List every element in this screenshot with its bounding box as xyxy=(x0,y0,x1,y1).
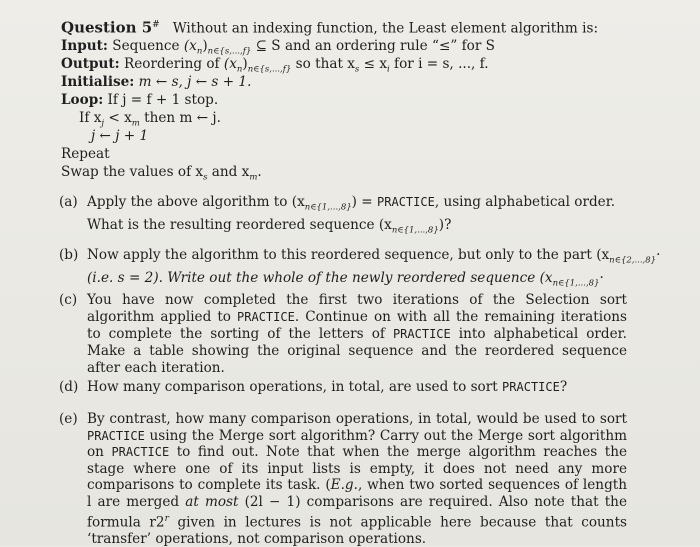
part-a-line2-range: n∈{1,...,8} xyxy=(391,225,439,236)
part-c-word1: PRACTICE xyxy=(237,310,295,324)
part-d-word: PRACTICE xyxy=(502,380,560,394)
part-a-label: (a) xyxy=(59,194,78,210)
part-e-at-most: at most xyxy=(185,493,239,510)
loop-label: Loop: xyxy=(61,92,104,108)
part-e-text-d: , when two sorted sequences of length l are merged xyxy=(87,477,627,510)
part-c-text-a: You have now completed the first two iterations of the Selection sort algorithm applied to xyxy=(87,292,627,325)
part-b-line1-b: · xyxy=(656,247,661,263)
algorithm-input: Input: Sequence $(x_n)_{n\in\{s,...,f\}}$ ⊆ S and an ordering rule “≤” for S xyxy=(61,38,495,57)
part-c-label: (c) xyxy=(59,292,78,308)
part-a-line1-range: n∈{1,...,8} xyxy=(304,202,352,213)
part-e xyxy=(59,411,659,547)
part-e-word2: PRACTICE xyxy=(111,445,170,460)
part-b xyxy=(59,247,661,289)
part-b-line1-a: Now apply the algorithm to this reordered sequence, but only to the part (x xyxy=(87,247,610,263)
question-heading xyxy=(61,16,598,38)
output-label: Output: xyxy=(61,56,120,72)
part-a-line1-b: = xyxy=(361,194,373,210)
part-b-line2-range: n∈{1,...,8} xyxy=(552,278,600,289)
question-intro: Without an indexing function, the Least element algorithm is: xyxy=(172,20,599,37)
output-sub-s: s xyxy=(354,64,360,75)
part-e-text-f: given in lectures is not applicable here because that counts ‘transfer’ operations, not comparison operations. xyxy=(87,514,628,547)
input-text-a: Sequence xyxy=(112,38,180,54)
algorithm-output: Output: Reordering of $(x_n)_{n\in\{s,...,f\}}$ so that $x_s \le x_i$ for i = s, ..., f. xyxy=(61,56,489,75)
algorithm-loop xyxy=(61,91,218,109)
part-c-text-b: . Continue on with all the remaining iterations to complete the sorting of the letters of xyxy=(87,309,627,342)
init-text: m ← s, j ← s + 1. xyxy=(138,74,252,90)
output-seq: (x xyxy=(223,56,237,72)
swap-c: . xyxy=(257,164,262,180)
input-sub: n xyxy=(196,46,203,57)
part-c xyxy=(59,292,659,376)
part-d-label: (d) xyxy=(59,379,79,395)
algorithm-increment: j ← j + 1 xyxy=(91,128,149,144)
part-c-text-c: into alphabetical order. Make a table showing the original sequence and the reordered sequence after each iteration. xyxy=(87,326,628,376)
output-sub-i: i xyxy=(387,64,390,75)
part-e-word1: PRACTICE xyxy=(87,428,145,443)
output-range: n∈{s,...,f} xyxy=(247,64,292,75)
swap-a: Swap the values of x xyxy=(61,164,204,180)
part-b-line2-b: · xyxy=(599,269,604,286)
input-range: n∈{s,...,f} xyxy=(207,46,252,57)
if-text-c: then m ← j. xyxy=(144,110,221,126)
input-seq: (x xyxy=(183,38,197,54)
part-e-text-e: (2l − 1) comparisons are required. Also note that the formula r2 xyxy=(87,493,627,531)
part-a-line1-c: , using alphabetical order. xyxy=(434,194,616,210)
question-title-mark: # xyxy=(152,20,160,30)
part-a: (a) Apply the above algorithm to $(x_{n\in\{1,...,8\}})$ = PRACTICE, using alphabetical order. What is the resulting reordered sequence $(x_{n\in\{1,...,8\}})$? xyxy=(59,194,616,236)
output-text-a: Reordering of xyxy=(124,56,220,72)
part-e-text-b: using the Merge sort algorithm? Carry out the Merge sort algorithm on xyxy=(87,427,627,461)
part-d-text-b: ? xyxy=(559,379,568,395)
loop-text: If j = f + 1 stop. xyxy=(107,92,219,108)
output-text-b: so that x xyxy=(295,56,355,72)
input-text-b: ⊆ S and an ordering rule “≤” for S xyxy=(255,38,495,54)
part-d xyxy=(59,379,659,397)
swap-b: and x xyxy=(211,164,250,180)
swap-sub-m: m xyxy=(249,172,258,183)
part-b-line2-a: (i.e. s = 2). Write out the whole of the newly reordered sequence (x xyxy=(87,269,553,286)
if-text-b: < x xyxy=(108,110,132,126)
part-e-eg: E.g. xyxy=(330,477,358,494)
part-a-line2-b: ? xyxy=(444,216,452,233)
part-a-line1-a: Apply the above algorithm to (x xyxy=(87,194,305,210)
if-sub-m: m xyxy=(131,118,140,129)
output-text-d: for i = s, ..., f. xyxy=(394,56,489,72)
part-b-line1-range: n∈{2,...,8} xyxy=(609,255,657,266)
part-a-line2-a: What is the resulting reordered sequence (x xyxy=(87,216,392,233)
algorithm-init xyxy=(61,73,251,91)
input-label: Input: xyxy=(61,38,108,54)
algorithm-repeat: Repeat xyxy=(61,146,110,162)
output-text-c: ≤ x xyxy=(363,56,387,72)
init-label: Initialise: xyxy=(61,74,135,90)
part-e-label: (e) xyxy=(59,411,78,427)
algorithm-swap xyxy=(61,163,262,187)
part-e-exp: r xyxy=(164,513,169,524)
part-a-word: PRACTICE xyxy=(377,195,435,209)
question-title: Question 5 xyxy=(61,18,153,37)
part-c-word2: PRACTICE xyxy=(392,327,451,341)
part-b-label: (b) xyxy=(59,247,79,263)
if-sub-j: j xyxy=(101,118,105,129)
part-d-text-a: How many comparison operations, in total, are used to sort xyxy=(87,379,498,395)
part-e-text-c: to find out. Note that when the merge algorithm reaches the stage where one of its input lists is empty, it does not need any more comparisons to complete its task. ( xyxy=(87,444,627,494)
part-e-text-a: By contrast, how many comparison operations, in total, would be used to sort xyxy=(87,411,627,427)
if-text: If x xyxy=(79,110,102,126)
swap-sub-s: s xyxy=(203,172,208,183)
